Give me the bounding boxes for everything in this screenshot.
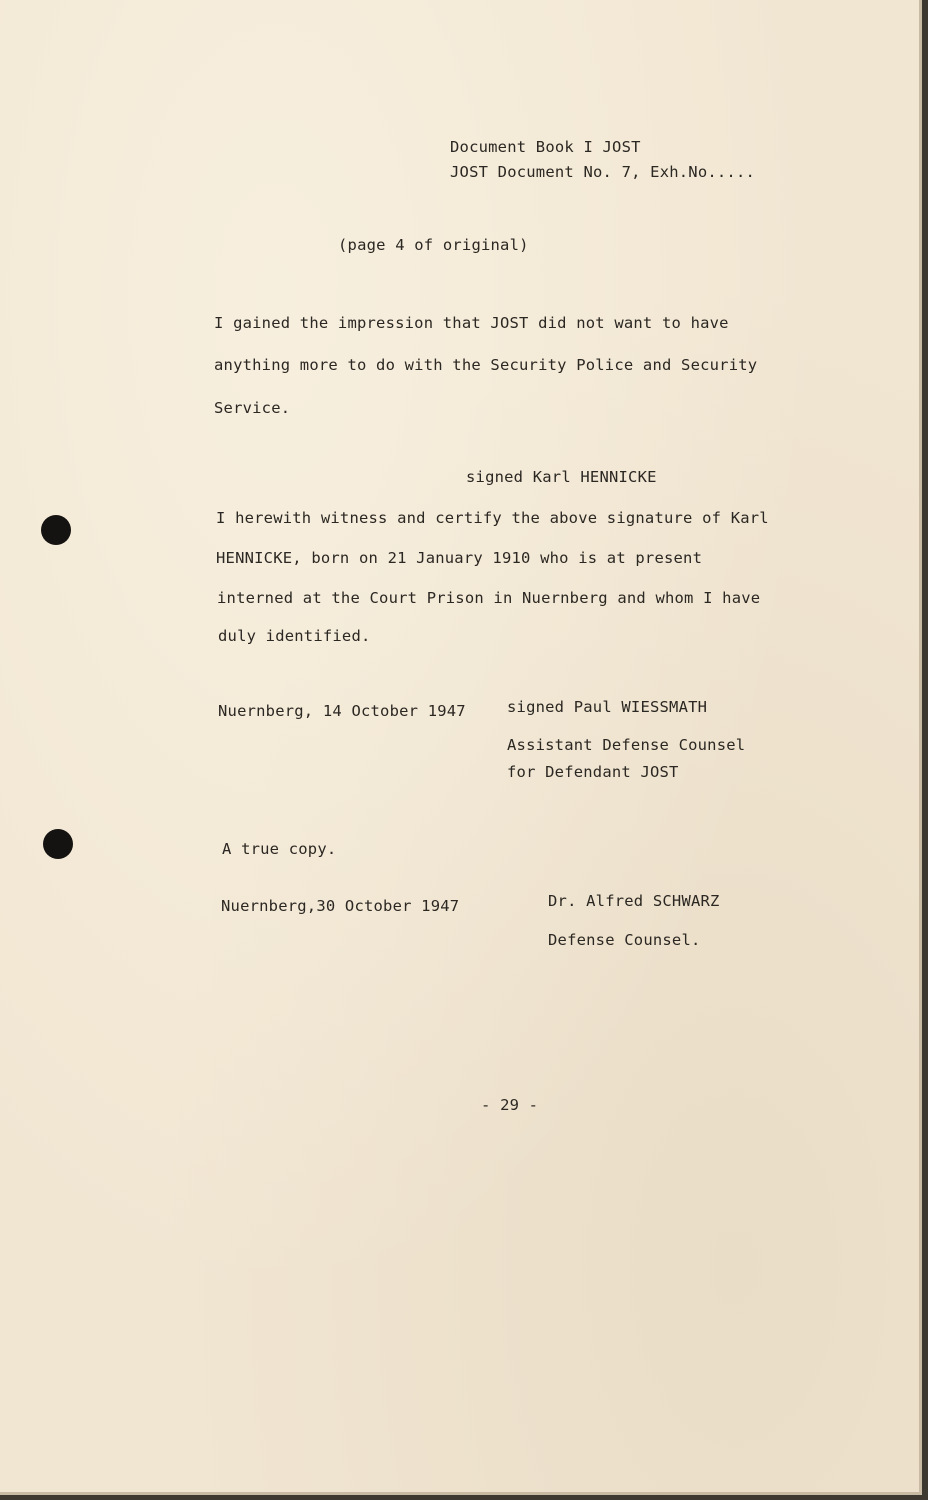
document-number-label: JOST Document No. 7, Exh.No..... [450,163,756,181]
counsel-title-line-2: for Defendant JOST [507,763,679,781]
page-edge-shadow-right [922,0,928,1500]
certification-line-3: interned at the Court Prison in Nuernberg and whom I have [217,589,761,607]
certification-line-2: HENNICKE, born on 21 January 1910 who is at present [216,549,703,567]
schwarz-signature: Dr. Alfred SCHWARZ [548,892,720,910]
document-book-label: Document Book I JOST [450,138,641,156]
statement-line-2: anything more to do with the Security Police and Security [214,356,758,374]
certification-line-1: I herewith witness and certify the above signature of Karl [216,509,769,527]
copy-place-date: Nuernberg,30 October 1947 [221,897,460,915]
statement-line-1: I gained the impression that JOST did not want to have [214,314,729,332]
page-number: - 29 - [481,1096,539,1114]
true-copy-label: A true copy. [222,840,337,858]
punch-hole-top [41,515,71,545]
certification-place-date: Nuernberg, 14 October 1947 [218,702,466,720]
punch-hole-bottom [43,829,73,859]
statement-line-3: Service. [214,399,291,417]
counsel-title-line-1: Assistant Defense Counsel [507,736,746,754]
page-reference: (page 4 of original) [338,236,529,254]
defense-counsel-title: Defense Counsel. [548,931,701,949]
hennicke-signature: signed Karl HENNICKE [466,468,657,486]
certification-line-4: duly identified. [218,627,371,645]
wiessmath-signature: signed Paul WIESSMATH [507,698,708,716]
page-edge-shadow-bottom [0,1495,928,1500]
